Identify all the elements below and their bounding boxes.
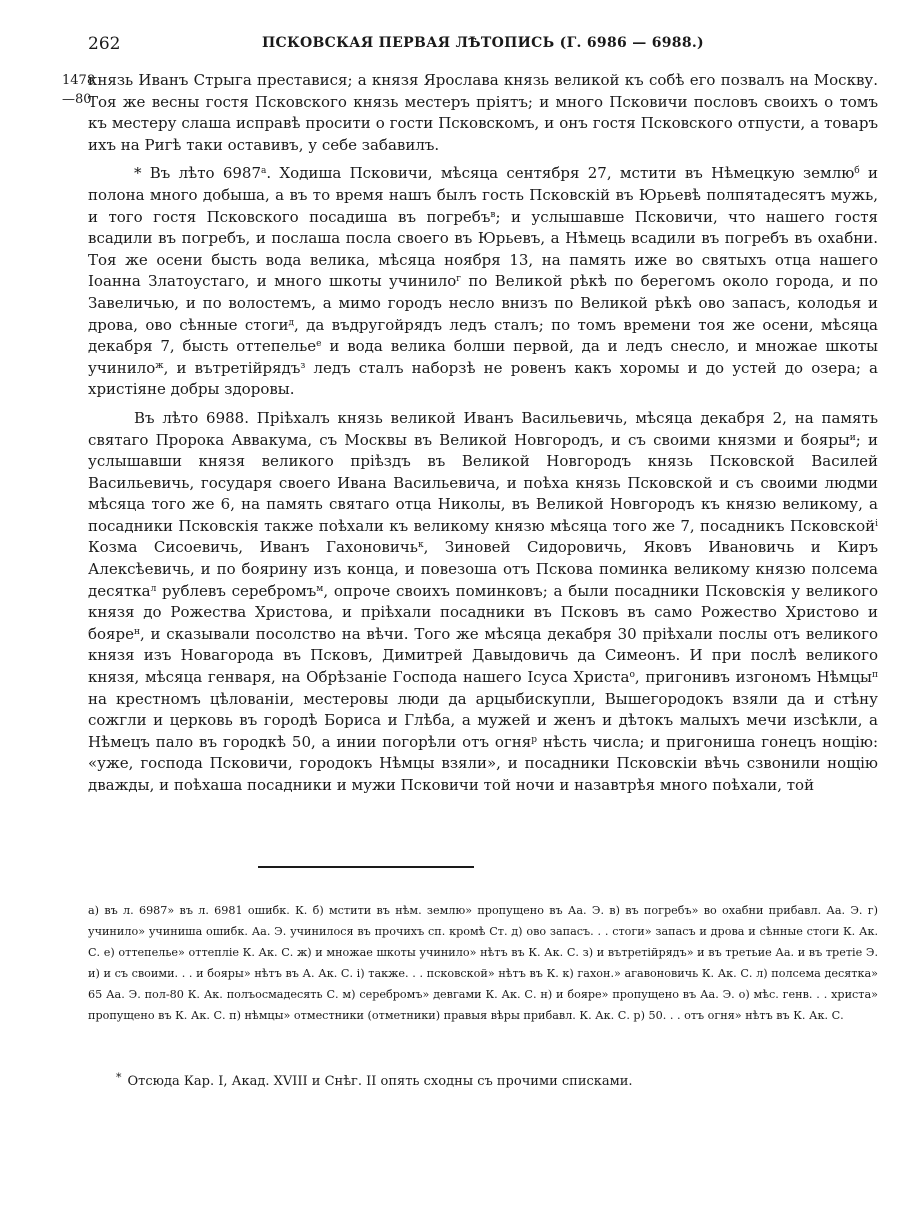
footnote-ref: з (300, 360, 306, 371)
text-run: и вода велика болши первой, да и ледъ снесло, и множае шкоты учинило (88, 337, 878, 377)
footnote-ref: а (261, 166, 267, 177)
chronicle-text (88, 70, 878, 804)
footnotes-text: а) въ л. 6987» въ л. 6981 ошибк. К. б) мстити въ нѣм. землю» пропущено въ Аа. Э. в) въ погребъ» во охабни прибавл. Аа. Э. г) учинило» учиниша ошибк. Аа. Э. учинилося въ прочихъ сп. кромѣ Ст. д) ово запасъ. . . стоги» запасъ и дрова и сѣнные стоги К. Ак. С. е) оттепелье» оттепліе К. Ак. С. ж) и множае шкоты учинило» нѣтъ въ К. Ак. С. з) и вътретійрядъ» и въ третьие Аа. и въ третіе Э. и) и съ своими. . . и бояры» нѣтъ въ А. Ак. С. і) также. . . псковской» нѣтъ въ К. к) гахон.» агавоновичь К. Ак. С. л) полсема десятка» 65 Аа. Э. пол-80 К. Ак. полъосмадесять С. м) серебромъ» девгами К. Ак. С. н) и бояре» пропущено въ Аа. Э. о) мѣс. генв. . . христа» пропущено въ К. Ак. С. п) нѣмцы» отместники (отметники) правыя вѣры прибавл. К. Ак. С. р) 50. . . отъ огня» нѣтъ въ К. Ак. С. (88, 904, 878, 1022)
footnote-ref: о (629, 670, 635, 681)
footnote-ref: і (875, 518, 878, 529)
text-run: , да въдругойрядъ ледъ сталъ; по томъ времени тоя же осени, мѣсяца декабря 7, бысть оттепелье (88, 315, 879, 356)
text-run: . Ходиша Псковичи, мѣсяца сентября 27, мстити въ Нѣмецкую землю (266, 164, 855, 183)
text-run: ; и услышавше Псковичи, что нашего гостя всадили въ погребъ, и послаша посла своего въ Юрьевъ, а Нѣмець всадили въ погребъ въ охабни. Тоя же осени бысть вода велика, мѣсяца ноября 13, на память иже во святыхъ отца нашего Іоанна Златоустаго, и много шкоты учинило (88, 207, 878, 291)
text-run: * Въ лѣто 6987 (134, 164, 262, 183)
text-run: , Зиновей Сидоровичь, Яковъ Ивановичь и Киръ Алексѣевичь, и по боярину изъ конца, и повезоша отъ Пскова поминка великому князю полсема десятка (88, 538, 878, 600)
editorial-note-text: Отсюда Кар. I, Акад. XVIII и Снѣг. II опять сходны съ прочими списками. (127, 1074, 633, 1089)
footnote-ref: м (316, 583, 324, 594)
footnote-ref: к (417, 540, 424, 551)
text-run: и полона много добыша, а въ то время нашъ былъ гость Псковскій въ Юрьевѣ полпятадесятъ мужь, и того гостя Псковского посадиша въ погребъ (88, 164, 879, 226)
page-header (88, 34, 878, 58)
footnote-ref: в (490, 209, 496, 220)
text-run: на крестномъ цѣлованіи, местеровы люди да арцыбискупли, Вышегородокъ взяли да и стѣну сожгли и церковь въ городѣ Бориса и Глѣба, а мужей и женъ и дѣтокъ малыхъ мечи изсѣкли, а Нѣмецъ пало въ городкѣ 50, а инии погорѣли отъ огня (88, 689, 878, 751)
text-run: ; и услышавши князя великого пріѣздъ въ Великой Новгородъ князь Псковской Василей Васильевичь, государя своего Ивана Васильевича, и поѣха князь Псковской и съ своими людми мѣсяца того же 6, на память святаго отца Николы, въ Великой Новгородъ къ князю великому, а посадники Псковскія также поѣхали къ великому князю мѣсяца того же 7, посадникъ Псковской (88, 430, 878, 535)
footnote-ref: р (531, 734, 537, 745)
text-run: , опроче своихъ поминковъ; а были посадники Псковскія у великого князя до Рожества Христова, и пріѣхали посадники въ Псковъ въ само Рожество Христово и бояре (88, 581, 878, 643)
footnote-ref: д (288, 317, 295, 328)
footnote-ref: б (854, 166, 860, 177)
text-run: Козма Сисоевичь, Иванъ Гахоновичь (88, 538, 418, 557)
text-run: нѣсть числа; и пригониша гонецъ нощію: «уже, господа Псковичи, городокъ Нѣмцы взяли», и посадники Псковскіи вѣчь сзвонили нощію дважды, и поѣхаша посадники и мужи Псковичи той ночи и назавтрѣя много поѣхали, той (88, 732, 878, 794)
editorial-note (116, 1071, 876, 1089)
paragraph-3 (88, 408, 878, 797)
text-run: по Великой рѣкѣ по берегомъ около города, и по Завеличью, и по волостемъ, а мимо городъ несло внизъ по Великой рѣкѣ ово запасъ, колодья и дрова, ово сѣнные стоги (88, 272, 878, 334)
footnote-ref: п (872, 670, 878, 681)
text-run: , пригонивъ изгономъ Нѣмцы (634, 668, 872, 687)
footnote-ref: г (456, 274, 461, 285)
text-run: ледъ сталъ наборзѣ не ровенъ какъ хоромы и до устей до озера; а христіяне добры здоровы. (88, 358, 878, 399)
footnote-ref: е (316, 339, 322, 350)
footnote-ref: ж (155, 360, 164, 371)
paragraph-1: князь Иванъ Стрыга преставися; а князя Ярослава князь великой къ собѣ его позвалъ на Москву. Тоя же весны гостя Псковского князь местеръ пріятъ; и много Псковичи пословъ своихъ о томъ къ местеру слаша исправѣ просити о гости Псковскомъ, и онъ гостя Псковского отпусти, а товаръ ихъ на Ригѣ таки оставивъ, у себе забавилъ. (88, 71, 878, 154)
footnote-divider (258, 866, 474, 868)
margin-year: 1478 (62, 73, 96, 88)
paragraph-2 (88, 163, 878, 401)
footnote-ref: и (849, 432, 856, 443)
footnotes (88, 900, 878, 1026)
text-run: , и вътретійрядъ (163, 358, 301, 377)
footnote-ref: н (134, 626, 141, 637)
running-title: ПСКОВСКАЯ ПЕРВАЯ ЛѢТОПИСЬ (Г. 6986 — 6988.) (262, 35, 704, 51)
margin-year-range: —80 (62, 92, 92, 107)
text-run: рублевъ серебромъ (156, 581, 317, 600)
asterisk-mark: * (116, 1071, 122, 1084)
page-number: 262 (88, 34, 121, 54)
text-run: , и сказывали посолство на вѣчи. Того же мѣсяца декабря 30 пріѣхали послы отъ великого князя изъ Новагорода въ Псковъ, Димитрей Давыдовичь да Симеонъ. И при послѣ великого князя, мѣсяца генваря, на Обрѣзаніе Господа нашего Ісуса Христа (88, 624, 878, 687)
text-run: Въ лѣто 6988. Пріѣхалъ князь великой Иванъ Васильевичь, мѣсяца декабря 2, на память святаго Пророка Аввакума, съ Москвы въ Великой Новгородъ, и съ своими князми и бояры (88, 408, 878, 449)
footnote-ref: л (150, 583, 157, 594)
